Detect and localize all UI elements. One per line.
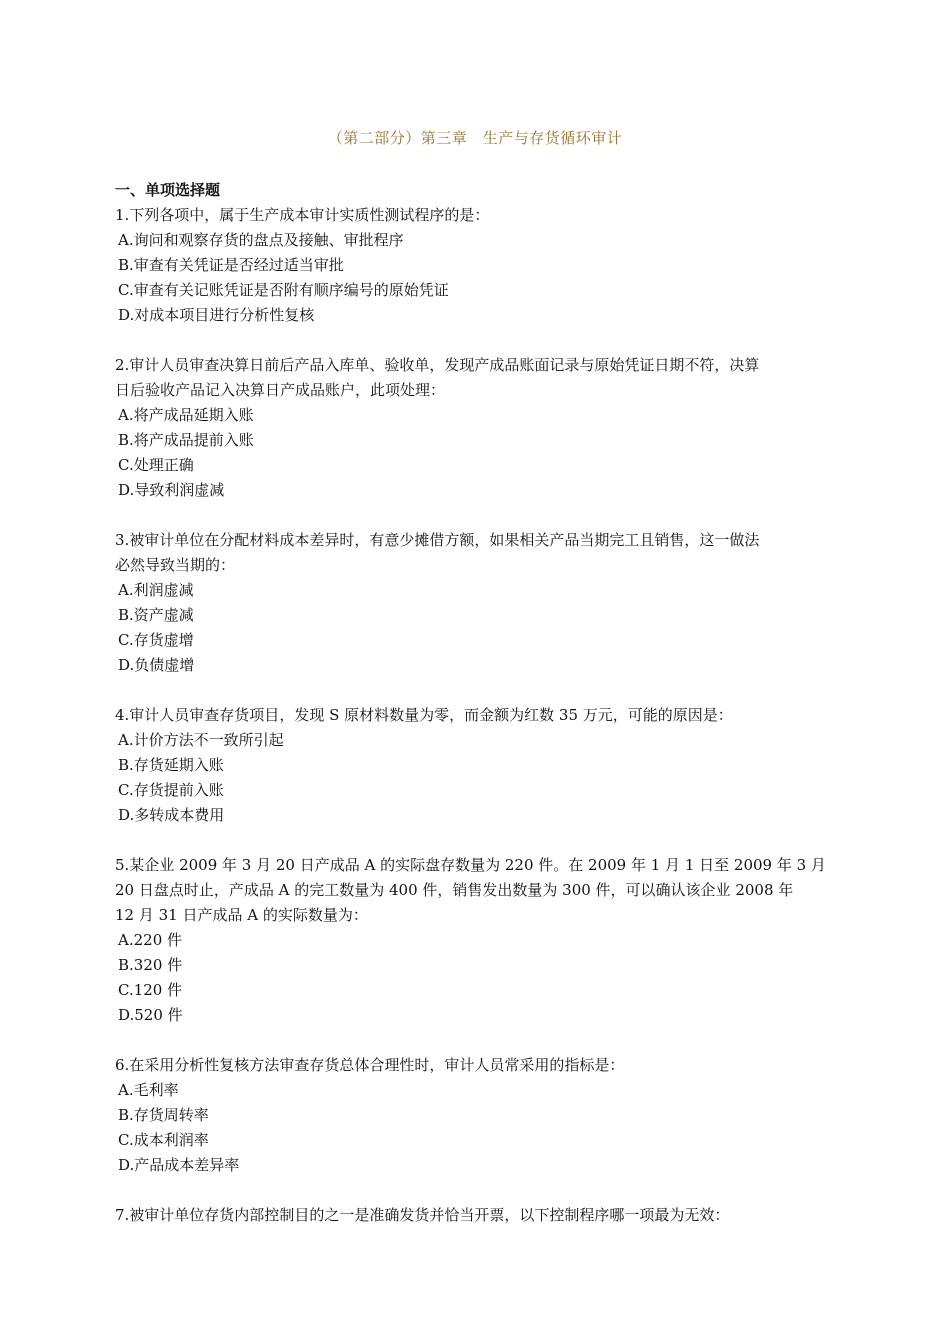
option-d: D.520 件 [118,1006,183,1024]
page-title: （第二部分）第三章 生产与存货循环审计 [327,129,623,147]
question-text: 5.某企业 2009 年 3 月 20 日产成品 A 的实际盘存数量为 220 件。在 2009 年 1 月 1 日至 2009 年 3 月 [115,856,826,874]
option-a: A.220 件 [118,931,182,949]
option-b: B.存货延期入账 [118,756,224,774]
option-c: C.120 件 [118,981,183,999]
option-b: B.资产虚减 [118,606,194,624]
option-c: C.存货提前入账 [118,781,224,799]
option-c: C.审查有关记账凭证是否附有顺序编号的原始凭证 [118,281,449,299]
option-b: B.存货周转率 [118,1106,209,1124]
question-7 [115,1203,835,1228]
option-d: D.多转成本费用 [118,806,225,824]
question-2 [115,353,835,503]
question-text: 日后验收产品记入决算日产成品账户，此项处理： [115,381,446,399]
question-text: 1.下列各项中，属于生产成本审计实质性测试程序的是： [115,206,490,224]
option-a: A.计价方法不一致所引起 [118,731,284,749]
question-text: 2.审计人员审查决算日前后产品入库单、验收单，发现产成品账面记录与原始凭证日期不符，决算 [115,356,760,374]
question-text: 7.被审计单位存货内部控制目的之一是准确发货并恰当开票，以下控制程序哪一项最为无效： [115,1206,730,1224]
document-body [115,178,835,1228]
option-a: A.毛利率 [118,1081,179,1099]
question-3 [115,528,835,678]
question-text: 4.审计人员审查存货项目，发现 S 原材料数量为零，而金额为红数 35 万元，可能的原因是： [115,706,733,724]
question-text: 3.被审计单位在分配材料成本差异时，有意少摊借方额，如果相关产品当期完工且销售，这一做法 [115,531,760,549]
option-a: A.利润虚减 [118,581,194,599]
option-d: D.导致利润虚减 [118,481,225,499]
option-b: B.320 件 [118,956,183,974]
question-text: 20 日盘点时止，产成品 A 的完工数量为 400 件，销售发出数量为 300 件，可以确认该企业 2008 年 [115,881,794,899]
option-a: A.将产成品延期入账 [118,406,254,424]
option-d: D.对成本项目进行分析性复核 [118,306,315,324]
question-text: 必然导致当期的： [115,556,236,574]
section-heading: 一、单项选择题 [115,181,221,199]
option-b: B.将产成品提前入账 [118,431,254,449]
option-b: B.审查有关凭证是否经过适当审批 [118,256,344,274]
option-a: A.询问和观察存货的盘点及接触、审批程序 [118,231,404,249]
question-5 [115,853,835,1028]
question-4 [115,703,835,828]
option-c: C.存货虚增 [118,631,194,649]
option-d: D.产品成本差异率 [118,1156,240,1174]
question-text: 12 月 31 日产成品 A 的实际数量为： [115,906,368,924]
option-d: D.负债虚增 [118,656,195,674]
option-c: C.处理正确 [118,456,194,474]
question-1 [115,203,835,328]
option-c: C.成本利润率 [118,1131,209,1149]
question-6 [115,1053,835,1178]
question-text: 6.在采用分析性复核方法审查存货总体合理性时，审计人员常采用的指标是： [115,1056,625,1074]
